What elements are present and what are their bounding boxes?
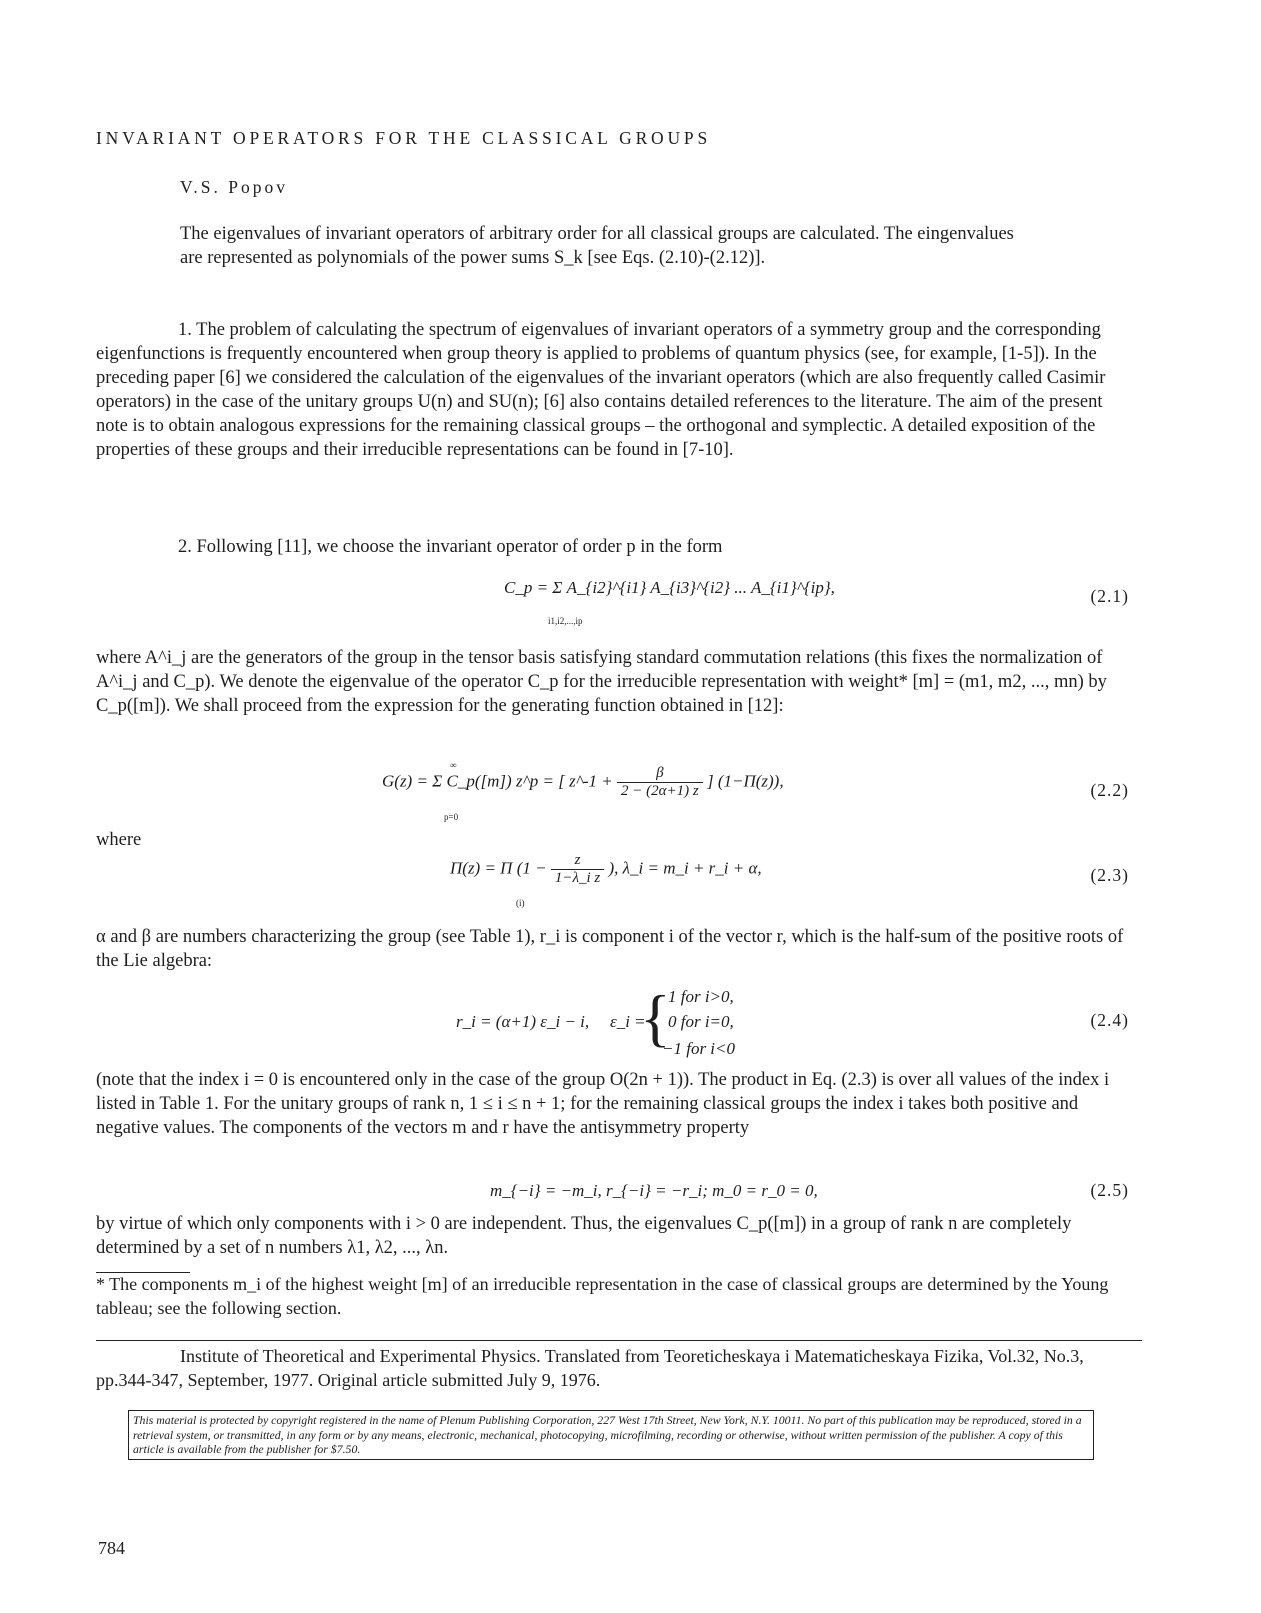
equation-2-3-numerator: z <box>551 852 604 870</box>
paragraph-after-eq-2-4: (note that the index i = 0 is encountered only in the case of the group O(2n + 1)). The product in Eq. (2.3) is over all values of the index i listed in Table 1. For the unitary groups of rank n, 1 ≤ i ≤ n + 1; for the remaining classical groups the index i takes both positive and negative values. The components of the vectors m and r have the antisymmetry property <box>96 1070 1110 1138</box>
equation-2-1-body: C_p = Σ A_{i2}^{i1} A_{i3}^{i2} ... A_{i1}^{ip}, <box>504 578 835 597</box>
equation-2-4-lhs: r_i = (α+1) ε_i − i, <box>456 1012 590 1031</box>
footnote: * The components m_i of the highest weight [m] of an irreducible representation in the case of classical groups are determined by the Young tableau; see the following section. <box>96 1274 1109 1318</box>
equation-2-2-number: (2.2) <box>1090 780 1129 800</box>
equation-2-3 <box>450 852 762 887</box>
equation-2-3-number: (2.3) <box>1090 865 1129 885</box>
equation-2-2-fraction <box>617 765 703 800</box>
equation-2-3-fraction <box>551 852 604 887</box>
equation-2-4-epsilon: ε_i = <box>610 1012 646 1031</box>
equation-2-3-rhs: ), λ_i = m_i + r_i + α, <box>608 858 762 878</box>
equation-2-2-lower-limit: p=0 <box>444 812 459 822</box>
paragraph-after-eq-2-3: α and β are numbers characterizing the group (see Table 1), r_i is component i of the vector r, which is the half-sum of the positive roots of the Lie algebra: <box>96 927 1124 971</box>
author-name: V.S. Popov <box>180 177 288 197</box>
copyright-box: This material is protected by copyright registered in the name of Plenum Publishing Corporation, 227 West 17th Street, New York, N.Y. 10011. No part of this publication may be reproduced, stored in a retrieval system, or transmitted, in any form or by any means, electronic, mechanical, photocopying, microfilming, recording or otherwise, without written permission of the publisher. A copy of this article is available from the publisher for $7.50. <box>128 1410 1094 1460</box>
paragraph-after-eq-2-5: by virtue of which only components with i > 0 are independent. Thus, the eigenvalues C_p([m]) in a group of rank n are completely determined by a set of n numbers λ1, λ2, ..., λn. <box>96 1214 1072 1258</box>
page-number: 784 <box>98 1538 125 1558</box>
equation-2-4-case-1: 1 for i>0, <box>668 987 734 1006</box>
paper-title: INVARIANT OPERATORS FOR THE CLASSICAL GROUPS <box>96 128 711 148</box>
paragraph-after-eq-2-1: where A^i_j are the generators of the group in the tensor basis satisfying standard commutation relations (this fixes the normalization of A^i_j and C_p). We denote the eigenvalue of the operator C_p for the irreducible representation with weight* [m] = (m1, m2, ..., mn) by C_p([m]). We shall proceed from the expression for the generating function obtained in [12]: <box>96 648 1107 716</box>
equation-2-2-upper-limit: ∞ <box>450 760 457 770</box>
equation-2-1-number: (2.1) <box>1090 586 1129 606</box>
equation-2-2-rhs: ] (1−Π(z)), <box>706 771 784 791</box>
equation-2-3-lhs: Π(z) = Π (1 − <box>450 858 547 878</box>
equation-2-4-case-2: 0 for i=0, <box>668 1012 734 1031</box>
equation-2-5-number: (2.5) <box>1090 1180 1129 1200</box>
affiliation-note: Institute of Theoretical and Experimental Physics. Translated from Teoreticheskaya i Matematicheskaya Fizika, Vol.32, No.3, pp.344-347, September, 1977. Original article submitted July 9, 1976. <box>96 1346 1084 1390</box>
section-1-paragraph: 1. The problem of calculating the spectrum of eigenvalues of invariant operators of a symmetry group and the corresponding eigenfunctions is frequently encountered when group theory is applied to problems of quantum physics (see, for example, [1-5]). In the preceding paper [6] we considered the calculation of the eigenvalues of the invariant operators (which are also frequently called Casimir operators) in the case of the unitary groups U(n) and SU(n); [6] also contains detailed references to the literature. The aim of the present note is to obtain analogous expressions for the remaining classical groups – the orthogonal and symplectic. A detailed exposition of the properties of these groups and their irreducible representations can be found in [7-10]. <box>96 320 1106 460</box>
equation-2-1 <box>504 578 835 598</box>
equation-2-2-denominator: 2 − (2α+1) z <box>621 783 699 799</box>
abstract: The eigenvalues of invariant operators of arbitrary order for all classical groups are calculated. The eingenvalues are represented as polynomials of the power sums S_k [see Eqs. (2.10)-(2.12)]. <box>180 224 1014 268</box>
equation-2-2-lhs: G(z) = Σ C_p([m]) z^p = [ z^-1 + <box>382 771 613 791</box>
where-label: where <box>96 830 142 850</box>
equation-2-2 <box>382 765 784 800</box>
equation-2-3-denominator: 1−λ_i z <box>554 870 601 886</box>
equation-2-1-lower-limit: i1,i2,...,ip <box>548 616 583 626</box>
equation-2-4-case-3: −1 for i<0 <box>662 1039 736 1058</box>
equation-2-2-numerator: β <box>617 765 703 783</box>
equation-2-3-lower-limit: (i) <box>516 898 525 908</box>
equation-2-4-brace: { <box>640 982 671 1053</box>
section-2-intro: 2. Following [11], we choose the invariant operator of order p in the form <box>178 537 723 557</box>
equation-2-4-number: (2.4) <box>1090 1010 1129 1030</box>
equation-2-5: m_{−i} = −m_i, r_{−i} = −r_i; m_0 = r_0 = 0, <box>490 1181 818 1200</box>
affiliation-rule <box>96 1340 1142 1341</box>
